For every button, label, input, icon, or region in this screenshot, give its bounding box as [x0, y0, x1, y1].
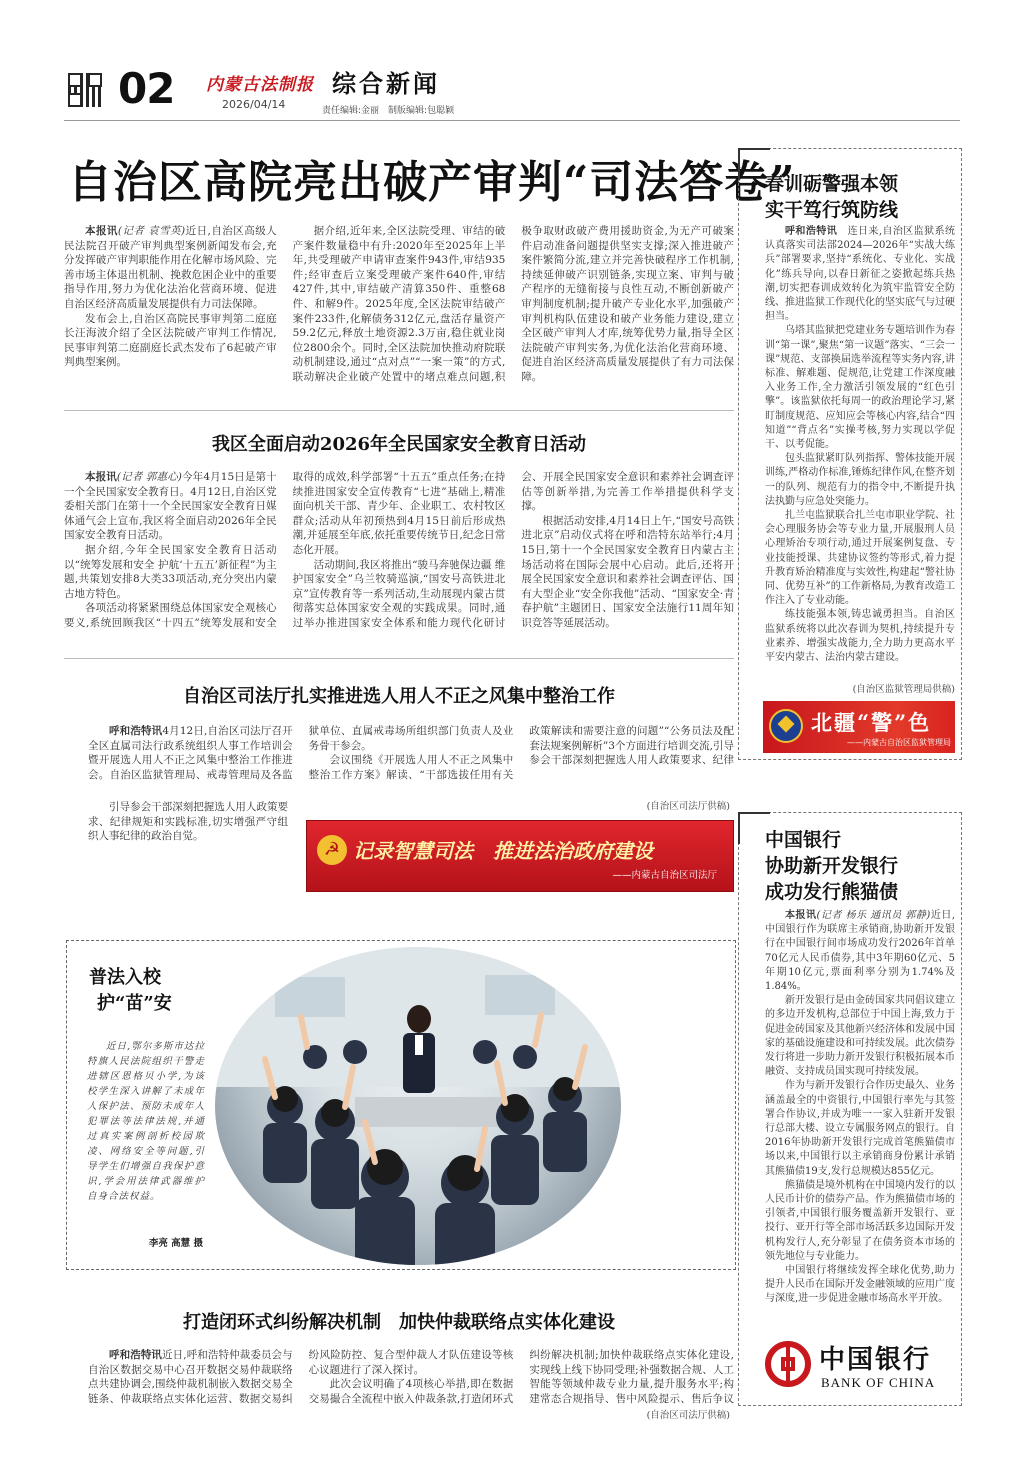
sidebar-bottom-title-1: 中国银行	[765, 829, 842, 851]
police-banner-sub: ——内蒙古自治区监狱管理局	[847, 738, 951, 747]
lead-para-3: 据介绍,近年来,全区法院受理、审结的破产案件数量稳中有升:2020年至2025年上半年,共受理破产申请审查案件943件,审结935件;经审查后立案受理破产案件640件,审结427件,其中,审结破产清算350件、重整68件、和解9件。2025年度,全区法院审结破产案件233件,化解债务312亿元,盘活存量资产59.2亿元,释放土地资源2.3万亩,稳住就业岗位2800余个。同时,全区法院加快推动府院联动机制建设,通过“点对点”“一案一策”的方式,联动解决企业破产处置中的堵点难点问题,积极争取财政破产费用援助资金,为无产可破案件启动准备问题提供坚实支撑;深入推进破产案件繁简分流,建立并完善快破程序工作机制,持续延伸破产识别链条,实现立案、审判与破产程序的无缝衔接与良性互动,不断创新破产审判制度机制;提升破产专业化水平,加强破产审判机构队伍建设和破产业务能力建设,建立全区破产审判人才库,统筹优势力量,指导全区法院破产审判实务,为优化法治化营商环境、促进自治区经济高质量发展提供了有力司法保障。	[292, 225, 734, 383]
article2-headline: 我区全面启动2026年全民国家安全教育日活动	[211, 434, 587, 455]
sidebar-top-source: (自治区监狱管理局供稿)	[852, 684, 955, 695]
bank-of-china-emblem-icon	[765, 1341, 811, 1387]
sidebar-top-para-1: 连日来,自治区监狱系统认真落实司法部2024—2026年“实战大练兵”部署要求,坚持“系统化、专业化、实战化”练兵导向,以春日新征之姿掀起练兵热潮,切实把春训成效转化为筑牢监管安全防线、推进监狱工作现代化的坚实底气与过硬担当。	[765, 226, 955, 323]
article3-para-2: 会议围绕《开展选人用人不正之风集中整治工作方案》解读、“干部选拔任用有关政策解读和需要注意的问题”“公务员法及配套法规案例解析”3个方面进行培训交流,引导参会干部深刻把握选人用人政策要求、纪律	[308, 725, 734, 781]
article2-para-4: 活动期间,我区将推出“骏马奔驰保边疆 维护国家安全”乌兰牧骑巡演,“国安号高铁进北京”宣传教育等一系列活动,生动展现内蒙古贯彻落实总体国家安全观的实践成果。同时,通过举办推进国家安全体系和能力现代化研讨会、开展全民国家安全意识和素养社会调查评估等创新举措,为完善工作举措提供科学支撑。	[292, 471, 734, 629]
party-emblem-icon: ☭	[317, 835, 347, 865]
sidebar-bottom-box	[738, 812, 962, 1406]
sidebar-top-para-4: 扎兰屯监狱联合扎兰屯市职业学院、社会心理服务协会等专业力量,开展服刑人员心理矫治专项行动,通过开展案例复盘、专业技能授课、共建协议签约等形式,着力提升教育矫治精准度与实效性,构建起“警社协同、优势互补”的工作新格局,为教育改造工作注入了专业动能。	[765, 510, 955, 607]
section-title: 综合新闻	[332, 69, 440, 98]
sidebar-bottom-para-1: 近日,中国银行作为联席主承销商,协助新开发银行在中国银行间市场成功发行2026年首单70亿元人民币债券,其中3年期60亿元、5年期10亿元,票面利率分别为1.74%及1.84%。	[765, 910, 955, 993]
article3-body	[88, 724, 734, 796]
sidebar-bottom-title-3: 成功发行熊猫债	[765, 881, 899, 903]
photo-story-credit: 李亮 高慧 摄	[148, 1238, 203, 1249]
lead-byline: 本报讯	[85, 225, 118, 237]
police-banner	[763, 701, 955, 753]
divider	[64, 658, 734, 659]
editors-credit: 责任编辑:金丽 制版编辑:包聪颖	[322, 106, 455, 116]
divider	[64, 410, 734, 411]
sidebar-top-title-2: 实干笃行筑防线	[765, 199, 899, 221]
sidebar-bottom-body	[765, 909, 955, 1327]
qr-code	[68, 73, 102, 107]
photo-story-box	[66, 940, 736, 1270]
article2-byline-note: (记者 郭惠心)	[116, 471, 182, 483]
lead-byline-note: (记者 袁雪英)	[117, 225, 186, 237]
sidebar-bottom-para-4: 熊猫债是境外机构在中国境内发行的以人民币计价的债券产品。作为熊猫债市场的引领者,中国银行服务覆盖新开发银行、亚投行、亚开行等全部市场活跃多边国际开发机构发行人,充分彰显了在债务资本市场的领先地位与专业能力。	[765, 1179, 955, 1262]
classroom-photo	[215, 947, 621, 1265]
article2-para-5: 根据活动安排,4月14日上午,“国安号高铁进北京”启动仪式将在呼和浩特东站举行;4月15日,第十一个全民国家安全教育日内蒙古主场活动将在国际会展中心启动。此后,还将开展全民国家安全意识和素养社会调查评估、国有大型企业“安全你我他”活动、“国家安全·青春护航”主题团日、国家安全法施行11周年知识竞答等延展活动。	[521, 514, 734, 629]
bank-of-china-name: 中国银行	[819, 1345, 932, 1375]
police-banner-main: 北疆“警”色	[811, 710, 932, 735]
paper-name-logo: 内蒙古法制报	[206, 75, 314, 95]
bottom-article-para-1: 近日,呼和浩特仲裁委员会与自治区数据交易中心召开数据交易仲裁联络点共建协调会,围绕仲裁机制嵌入数据交易全链条、仲裁联络点实体化运营、数据交易纠纷风险防控、复合型仲裁人才队伍建设等核心议题进行了深入探讨。	[88, 1349, 514, 1405]
sidebar-top-title-1: 春训砺警强本领	[765, 173, 899, 195]
bank-of-china-english: BANK OF CHINA	[821, 1375, 936, 1390]
justice-banner	[306, 820, 734, 892]
justice-banner-sub: ——内蒙古自治区司法厅	[612, 870, 717, 881]
header-rule	[64, 120, 960, 121]
sidebar-bottom-byline: 本报讯	[785, 910, 817, 921]
lead-para-1: 近日,自治区高级人民法院召开破产审判典型案例新闻发布会,充分发挥破产审判职能作用在化解市场风险、完善市场主体退出机制、挽救危困企业中的重要指导作用,努力为优化法治化营商环境、促进自治区经济高质量发展提供有力司法保障。	[64, 225, 277, 310]
article2-para-3: 各项活动将紧紧围绕总体国家安全观核心要义,系统回顾我区“十四五”统筹发展和安全取得的成效,科学部署“十五五”重点任务;在持续推进国家安全宣传教育“七进”基础上,精准面向机关干部、青少年、企业职工、农村牧区群众;活动从年初预热到4月15日前后形成热潮,并延展至年底,依托重要传统节日,纪念日常态化开展。	[64, 471, 506, 629]
sidebar-bottom-title-2: 协助新开发银行	[765, 855, 899, 877]
justice-banner-main: 记录智慧司法 推进法治政府建设	[353, 839, 653, 863]
page-number: 02	[118, 64, 175, 113]
sidebar-top-box	[738, 148, 962, 760]
article2-byline: 本报讯	[85, 471, 117, 483]
article3-para-1: 4月12日,自治区司法厅召开全区直属司法行政系统组织人事工作培训会暨开展选人用人不正之风集中整治工作推进会。自治区监狱管理局、戒毒管理局及各监狱单位、直属戒毒场所组织部门负责人及业务骨干参会。	[88, 725, 514, 781]
sidebar-bottom-para-3: 作为与新开发银行合作历史最久、业务涵盖最全的中资银行,中国银行率先与其签署合作协议,并成为唯一一家入驻新开发银行总部大楼、设立专属服务网点的银行。自2016年协助新开发银行完成首笔熊猫债市场以来,中国银行以主承销商身份累计承销其熊猫债19支,发行总规模达855亿元。	[765, 1080, 955, 1177]
police-badge-icon	[769, 709, 803, 743]
sidebar-bottom-para-2: 新开发银行是由金砖国家共同倡议建立的多边开发机构,总部位于中国上海,致力于促进金砖国家及其他新兴经济体和发展中国家的基础设施建设和可持续发展。此次债券发行将进一步助力新开发银行积极拓展本币融资、支持成员国实现可持续发展。	[765, 995, 955, 1078]
bottom-article-headline: 打造闭环式纠纷解决机制 加快仲裁联络点实体化建设	[183, 1312, 615, 1333]
lead-body	[64, 224, 734, 400]
sidebar-top-para-3: 包头监狱紧盯队列指挥、警体技能开展训练,严格动作标准,锤炼纪律作风,在整齐划一的队列、规范有力的指令中,不断提升执法执勤与应急处突能力。	[765, 453, 955, 507]
photo-story-title-2: 护“苗”安	[97, 993, 172, 1014]
article2-para-2: 据介绍,今年全民国家安全教育日活动以“统筹发展和安全 护航‘十五五’新征程”为主题,共策划安排8大类33项活动,充分突出内蒙古地方特色。	[64, 543, 277, 600]
photo-story-title-1: 普法入校	[89, 967, 161, 988]
article3-headline: 自治区司法厅扎实推进选人用人不正之风集中整治工作	[183, 686, 615, 707]
sidebar-bottom-byline-note: (记者 杨乐 通讯员 郭静)	[816, 910, 931, 921]
article3-source: (自治区司法厅供稿)	[646, 801, 730, 812]
sidebar-bottom-para-5: 中国银行将继续发挥全球化优势,助力提升人民币在国际开发金融领域的应用广度与深度,进一步促进金融市场高水平开放。	[765, 1265, 955, 1305]
lead-headline: 自治区高院亮出破产审判“司法答卷”	[68, 157, 796, 208]
sidebar-top-byline: 呼和浩特讯	[785, 226, 838, 237]
article2-para-1: 今年4月15日是第十一个全民国家安全教育日。4月12日,自治区党委相关部门在第十一个全民国家安全教育日媒体通气会上宣布,我区将全面启动2026年全民国家安全教育日活动。	[64, 471, 277, 542]
bottom-article-byline: 呼和浩特讯	[109, 1349, 163, 1361]
bottom-article-source: (自治区司法厅供稿)	[646, 1410, 730, 1421]
lead-para-2: 发布会上,自治区高院民事审判第二庭庭长汪海波介绍了全区法院破产审判工作情况,民事审判第二庭副庭长武杰发布了6起破产审判典型案例。	[64, 312, 277, 369]
article2-body	[64, 470, 734, 646]
article3-byline: 呼和浩特讯	[109, 725, 163, 737]
bottom-article-para-2: 此次会议明确了4项核心举措,即在数据交易撮合全流程中嵌入仲裁条款,打造闭环式纠纷解决机制;加快仲裁联络点实体化建设,实现线上线下协同受理;补强数据合规、人工智能等领域仲裁专业力量,提升服务水平;构建常态合规指导、售中风险提示、售后争议	[308, 1349, 734, 1405]
article3-body-left-cont: 引导参会干部深刻把握选人用人政策要求、纪律规矩和实践标准,切实增强严守组织人事纪律的政治自觉。	[88, 801, 288, 843]
bank-of-china-logo	[763, 1335, 955, 1395]
issue-date: 2026/04/14	[222, 98, 286, 111]
photo-story-text: 近日,鄂尔多斯市达拉特旗人民法院组织干警走进辖区恩格贝小学,为该校学生深入讲解了未成年人保护法、预防未成年人犯罪法等法律法规,并通过真实案例剖析校园欺凌、网络安全等问题,引导学生们增强自我保护意识,学会用法律武器维护自身合法权益。	[87, 1041, 205, 1202]
sidebar-top-para-2: 乌塔其监狱把党建业务专题培训作为春训“第一课”,聚焦“第一议题”落实、“三会一课”规范、支部换届选举流程等实务内容,讲标准、解难题、促规范,让党建工作深度融入业务工作,全力激活引领发展的“红色引擎”。该监狱依托每周一的政治理论学习,紧盯制度规范、应知应会等核心内容,结合“四知道”“背点名”实操考核,努力实现以学促干、以考促能。	[765, 325, 955, 451]
sidebar-top-body	[765, 225, 955, 677]
sidebar-top-para-5: 练技能强本领,铸忠诚勇担当。自治区监狱系统将以此次春训为契机,持续提升专业素养、增强实战能力,全力助力更高水平平安内蒙古、法治内蒙古建设。	[765, 609, 955, 664]
